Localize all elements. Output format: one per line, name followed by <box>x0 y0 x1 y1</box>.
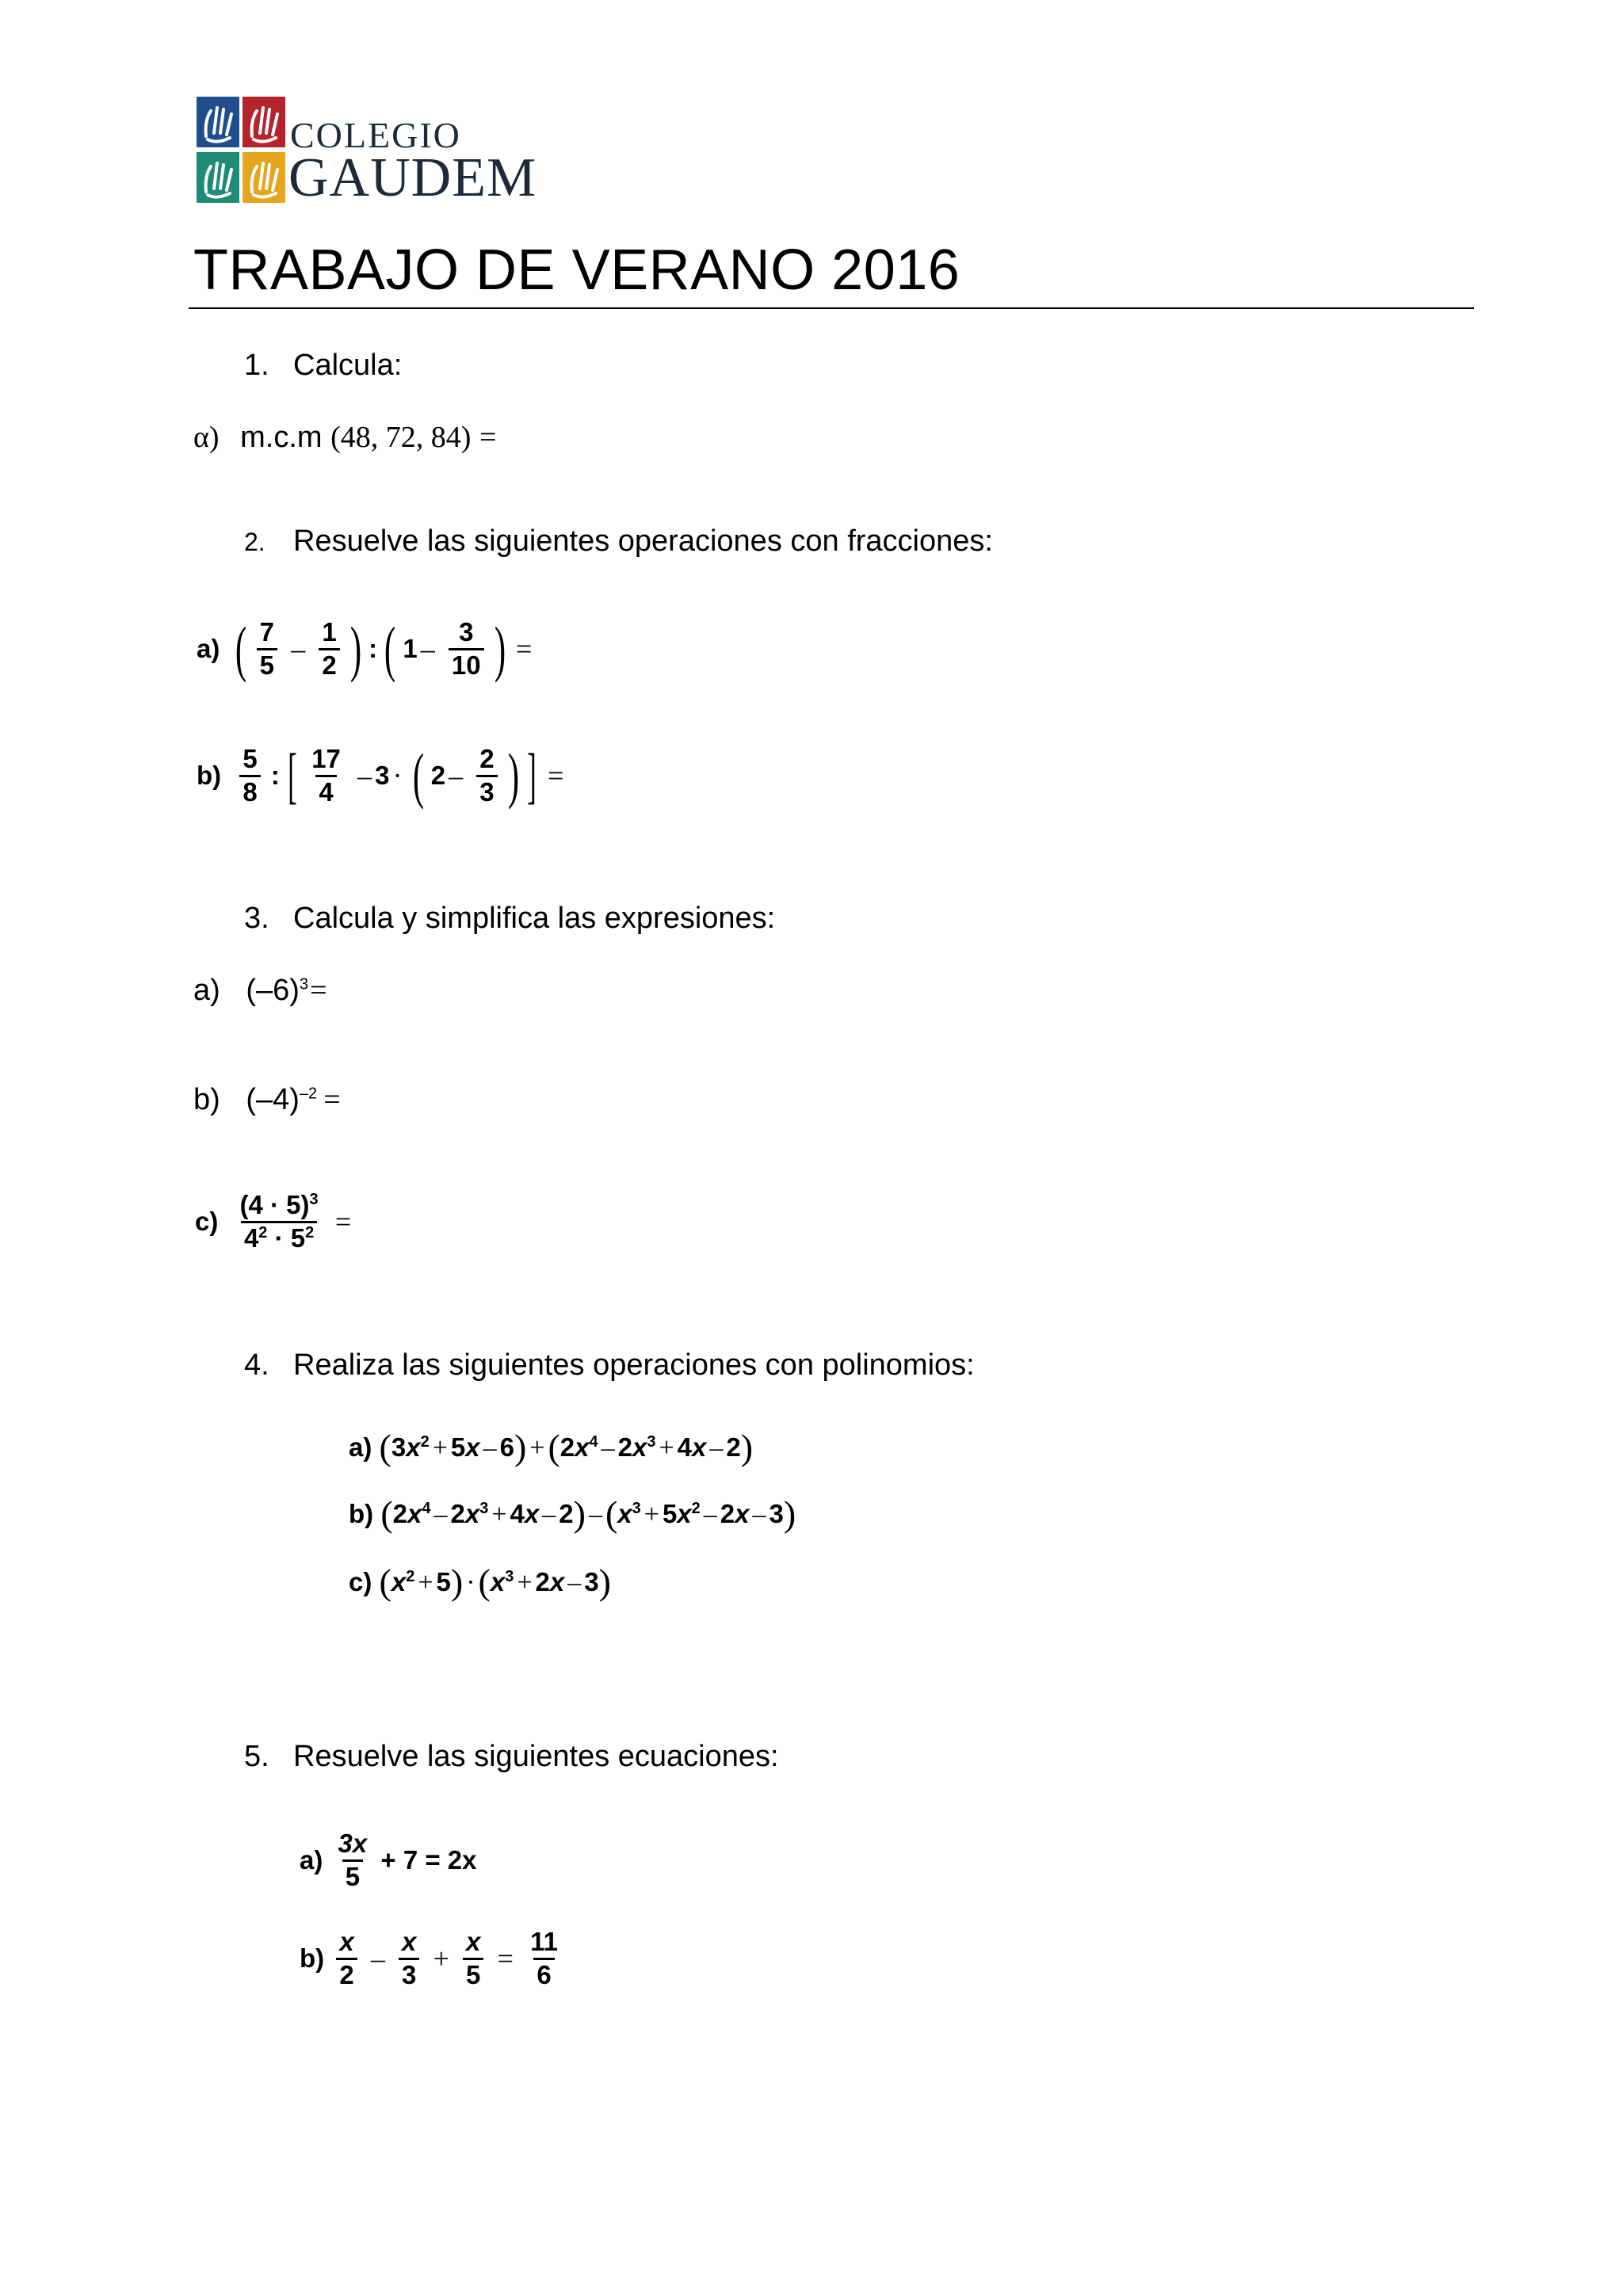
fraction: $\frac{2}{3}$ <box>476 746 497 806</box>
exponent: 3 <box>299 975 309 994</box>
item-label: b) <box>300 1943 325 1974</box>
question-text: Calcula y simplifica las expresiones: <box>293 902 776 935</box>
equals-sign: = <box>479 421 497 454</box>
item-label: b) <box>193 1083 220 1116</box>
logo-text-colegio: COLEGIO <box>290 115 461 155</box>
school-logo <box>197 97 537 208</box>
fraction: $\frac{7}{5}$ <box>257 619 277 679</box>
q3-item-c: c) $\frac{(4 \cdot 5)^3}{4^2 \cdot 5^2}$ = <box>195 1190 352 1253</box>
q3-item-b: b) $(-4)^{-2}$ = <box>193 1083 341 1116</box>
q1-item-alpha <box>193 420 496 455</box>
question-number: 4. <box>244 1348 269 1382</box>
question-text: Realiza las siguientes operaciones con polinomios: <box>293 1348 975 1382</box>
item-text: m.c.m <box>240 421 323 454</box>
fraction: $\frac{5}{8}$ <box>239 746 260 806</box>
item-label: c) <box>349 1567 372 1596</box>
logo-hands-icon <box>197 97 288 204</box>
question-number: 2. <box>244 528 265 556</box>
question-2 <box>244 524 1354 564</box>
q4-item-a: a) $(3x^2 + 5x - 6) +(2x^4 - 2x^3 + 4x - 2)$ <box>349 1427 754 1467</box>
item-label: a) <box>197 634 220 663</box>
q5-item-b: b) $\frac{x}{2}$ – $\frac{x}{3}$ + $\frac{x}{5}$ = $\frac{11}{6}$ <box>300 1928 564 1989</box>
item-label: c) <box>195 1207 219 1237</box>
item-label: b) <box>349 1499 374 1528</box>
fraction: $\frac{1}{2}$ <box>319 619 339 679</box>
question-5 <box>244 1740 1195 1779</box>
exponent: –2 <box>299 1085 318 1103</box>
q2-item-b: b) $\frac{5}{8}$ : [ $\frac{17}{4}$ – 3 · ( 2 – $\frac{2}{3}$ ) ] = <box>197 741 564 810</box>
question-4 <box>244 1348 1354 1388</box>
item-label: a) <box>300 1845 323 1875</box>
fraction: $\frac{x}{3}$ <box>399 1928 419 1989</box>
question-3 <box>244 902 1195 941</box>
question-text: Resuelve las siguientes operaciones con fracciones: <box>293 524 993 558</box>
question-text: Resuelve las siguientes ecuaciones: <box>293 1740 779 1773</box>
item-label: a) <box>349 1432 372 1462</box>
fraction: $\frac{3}{10}$ <box>449 619 484 679</box>
page-title: TRABAJO DE VERANO 2016 <box>193 238 960 302</box>
expression-base: (–4) <box>246 1083 300 1116</box>
q3-item-a: a) $(-6)^3=$ <box>193 974 327 1007</box>
question-number: 1. <box>244 349 269 382</box>
q4-item-c: c) $(x^2 + 5) \cdot(x^3 + 2x - 3)$ <box>349 1562 611 1602</box>
question-number: 3. <box>244 902 269 935</box>
title-divider <box>189 307 1474 309</box>
question-number: 5. <box>244 1740 269 1773</box>
fraction: $\frac{17}{4}$ <box>311 743 341 807</box>
q4-item-b: b) $(2x^4 - 2x^3 + 4x - 2) -(x^3 + 5x^2 - 2x - 3)$ <box>349 1493 796 1534</box>
fraction: $\frac{(4 \cdot 5)^3}{4^2 \cdot 5^2}$ <box>239 1190 319 1253</box>
equation-rest: + 7 = 2x <box>380 1845 477 1875</box>
q5-item-a <box>300 1830 477 1890</box>
question-text: Calcula: <box>293 349 403 382</box>
item-label: a) <box>193 974 220 1007</box>
item-label: b) <box>197 761 222 790</box>
expression-base: (–6) <box>246 974 300 1007</box>
logo-text-gaudem: GAUDEM <box>288 147 537 208</box>
fraction: $\frac{x}{5}$ <box>463 1928 483 1989</box>
item-args: (48, 72, 84) <box>330 421 472 454</box>
fraction: $\frac{11}{6}$ <box>530 1927 558 1989</box>
fraction: $\frac{x}{2}$ <box>336 1928 357 1989</box>
q2-item-a: a) ( $\frac{7}{5}$ – $\frac{1}{2}$ ) : ( 1 – $\frac{3}{10}$ ) = <box>197 614 533 683</box>
question-1 <box>244 349 1195 388</box>
fraction: $\frac{3x}{5}$ <box>338 1829 368 1891</box>
item-label: α) <box>193 421 220 454</box>
